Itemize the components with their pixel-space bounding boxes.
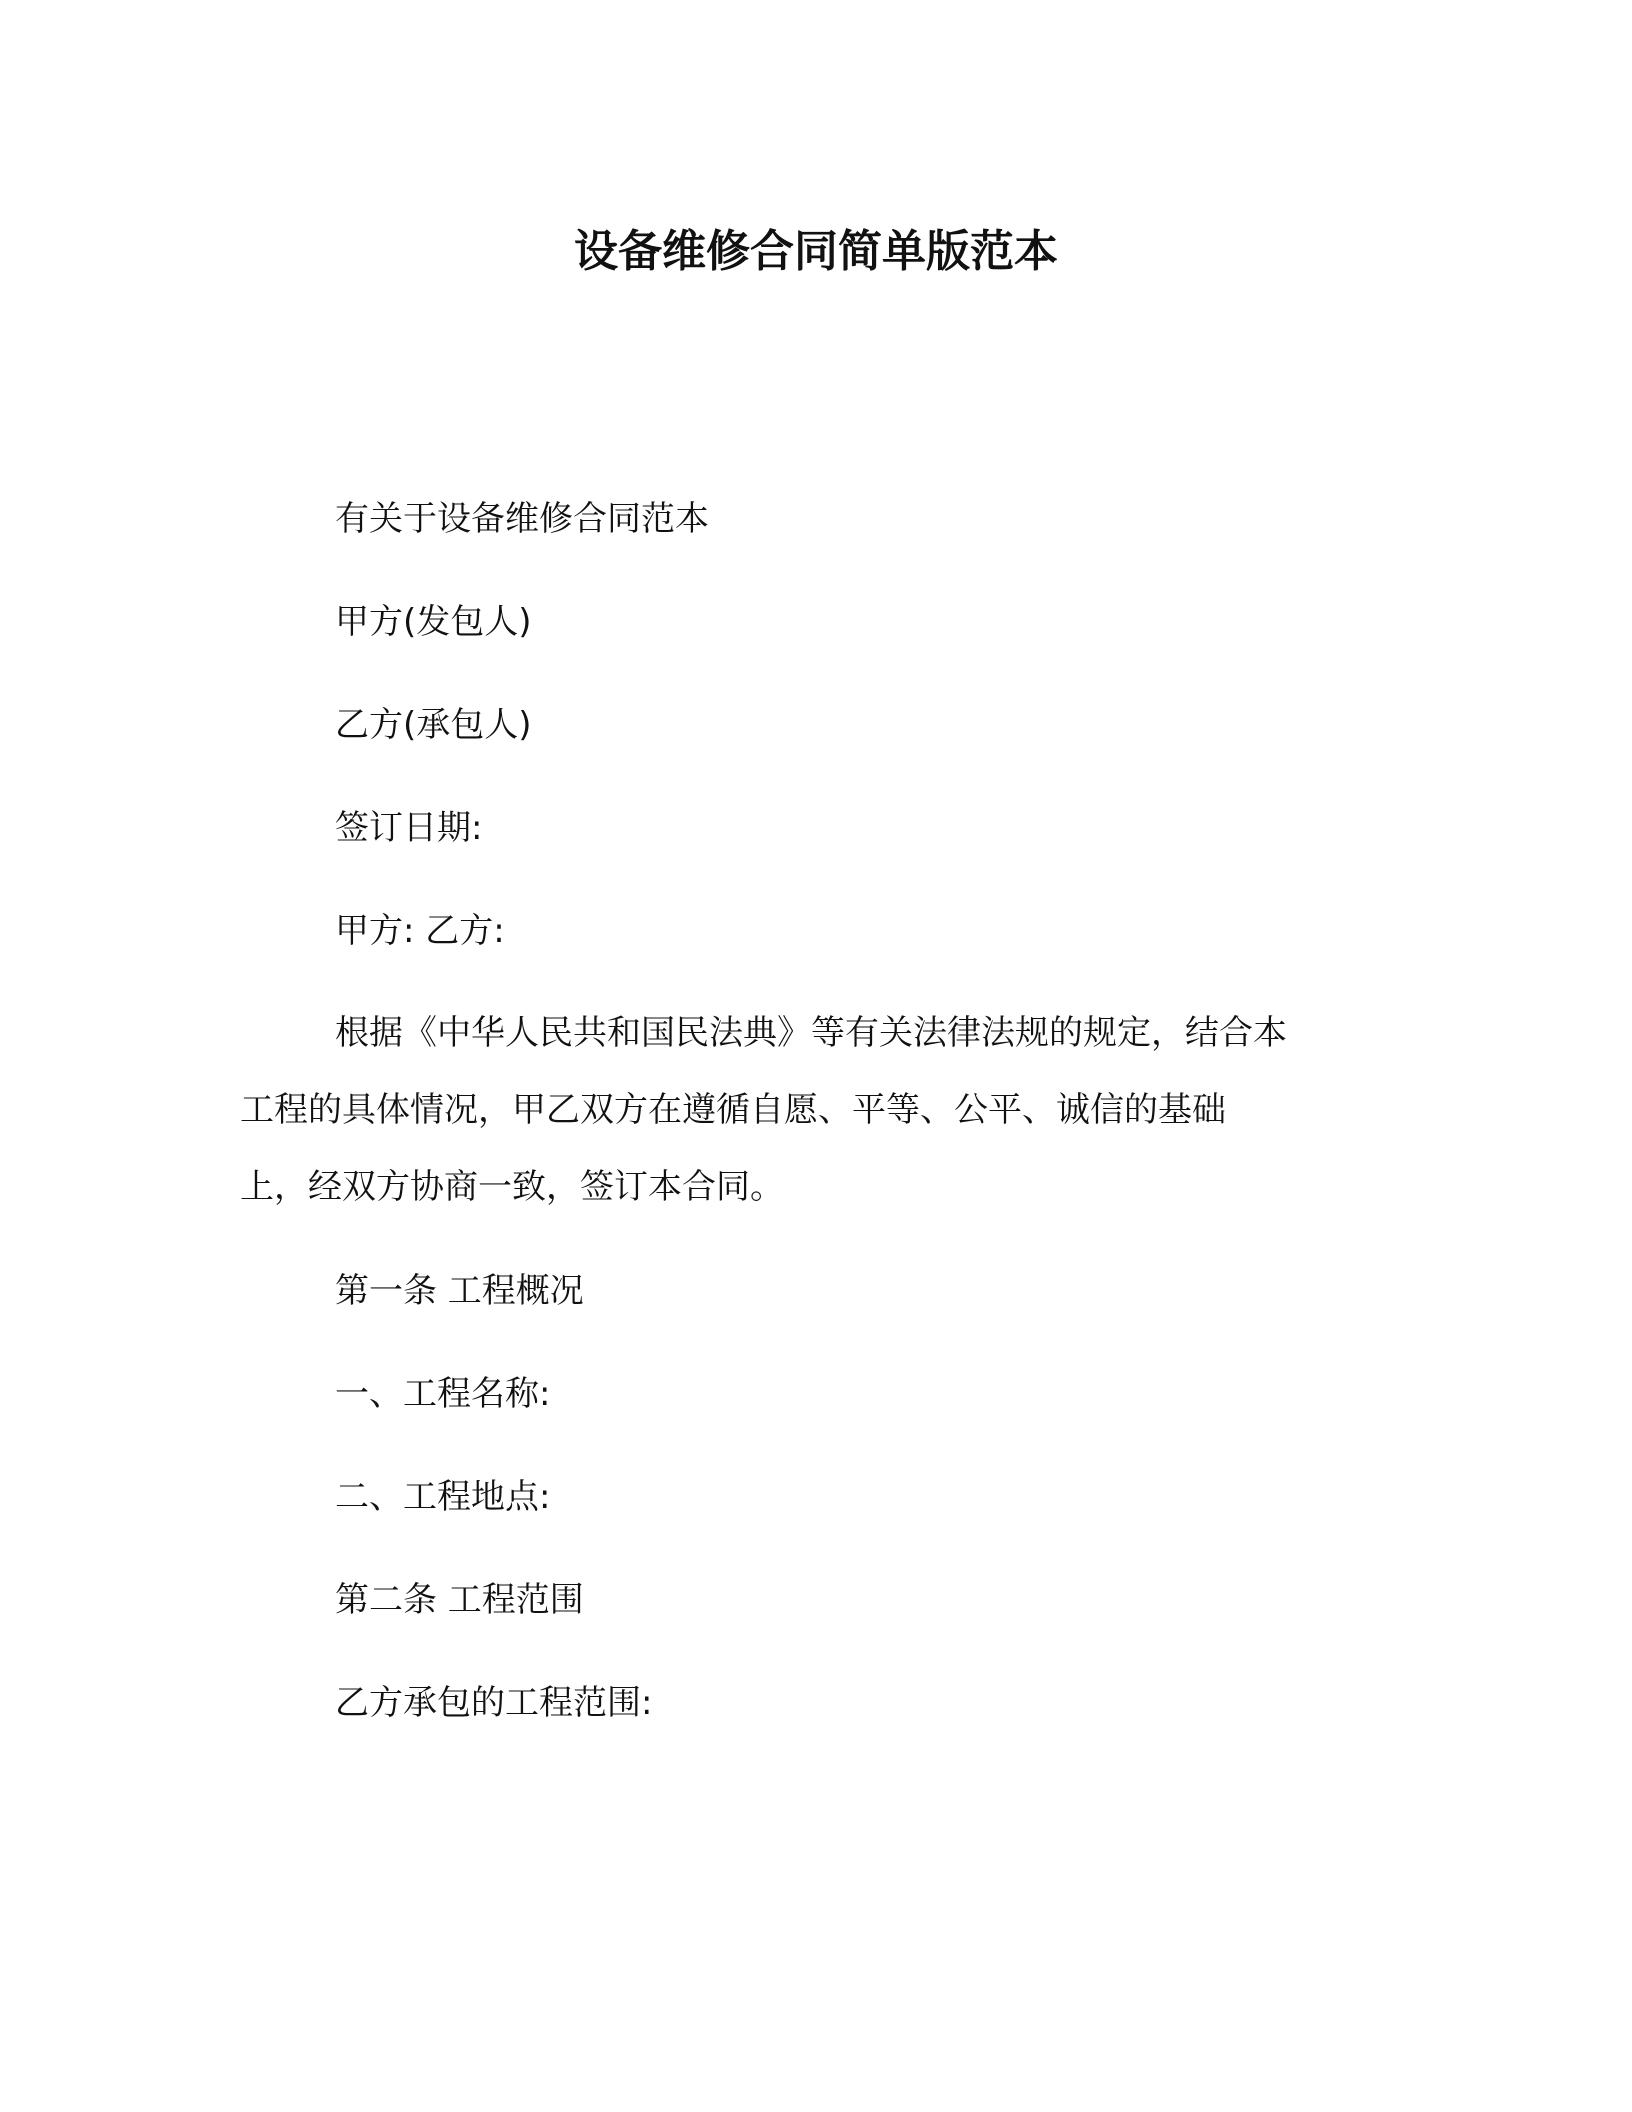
project-scope-line: 乙方承包的工程范围: — [335, 1683, 653, 1723]
preamble-line-3: 上，经双方协商一致，签订本合同。 — [240, 1167, 784, 1207]
article-1-heading: 第一条 工程概况 — [335, 1271, 584, 1311]
party-b-line: 乙方(承包人) — [335, 705, 532, 745]
preamble-line-2: 工程的具体情况，甲乙双方在遵循自愿、平等、公平、诚信的基础 — [240, 1090, 1226, 1130]
document-title: 设备维修合同简单版范本 — [574, 226, 1058, 277]
project-location-line: 二、工程地点: — [335, 1477, 551, 1517]
article-2-heading: 第二条 工程范围 — [335, 1580, 584, 1620]
sign-date-line: 签订日期: — [335, 808, 483, 848]
preamble-line-1: 根据《中华人民共和国民法典》等有关法律法规的规定，结合本 — [335, 1013, 1287, 1053]
project-name-line: 一、工程名称: — [335, 1374, 551, 1414]
preamble-paragraph — [240, 995, 1380, 1226]
subtitle-line: 有关于设备维修合同范本 — [335, 499, 709, 539]
party-a-line: 甲方(发包人) — [335, 602, 532, 642]
parties-line: 甲方: 乙方: — [335, 911, 505, 951]
